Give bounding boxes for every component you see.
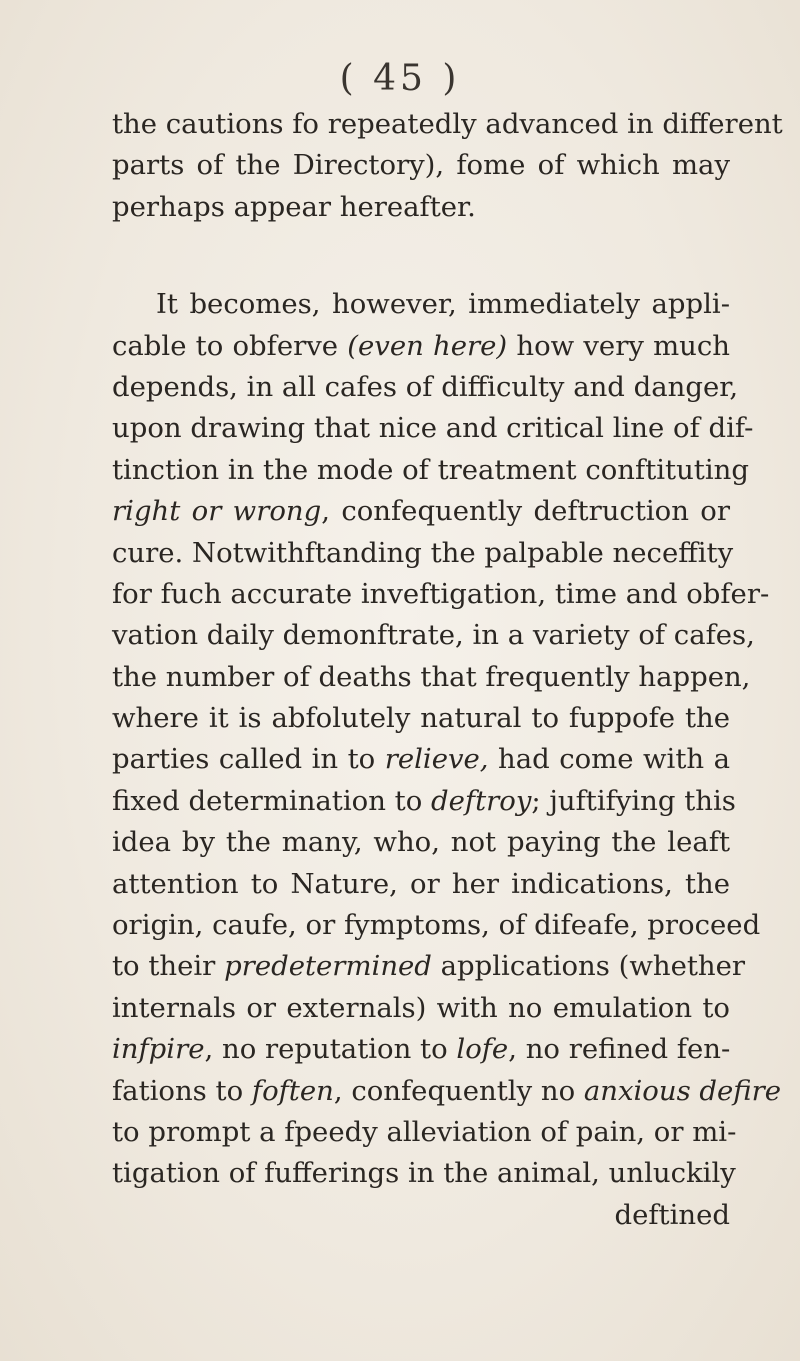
text-line [112,864,730,905]
text-segment: fations to [112,1074,252,1107]
text-line [112,657,751,698]
text-segment: fixed determination to [112,784,432,817]
text-line [112,1029,730,1070]
text-segment: ; juftifying this [531,784,736,817]
paragraph-2 [112,284,782,1195]
text-line [112,781,736,822]
text-segment: had come with a [488,743,730,776]
text-segment: to prompt a fpeedy alleviation of pain, or mi- [112,1115,737,1148]
catchword: deftined [614,1198,730,1231]
text-segment: tigation of fufferings in the animal, unluckily [112,1157,736,1190]
paragraph-gap [112,228,730,284]
text-line: parts of the Directory), fome of which may [112,149,730,182]
page-number: ( 45 ) [339,58,461,99]
text-segment: It becomes, however, immediately appli- [156,288,730,321]
text-segment: cure. Notwithftanding the palpable neceffity [112,536,734,569]
text-segment: idea by the many, who, not paying the leaft [112,826,730,859]
text-line [112,450,749,491]
text-segment: cable to obferve [112,329,348,362]
text-segment: , no refined fen- [508,1033,731,1066]
text-line [112,988,730,1029]
text-segment: parties called in to [112,743,385,776]
text-line [112,698,730,739]
italic-text: deftroy [431,784,532,817]
text-line [112,615,755,656]
italic-text: right or wrong [112,495,322,528]
text-segment: depends, in all cafes of difficulty and danger, [112,370,739,403]
text-line [112,284,730,325]
text-line [112,739,730,780]
italic-text: infpire [112,1033,205,1066]
text-segment: for fuch accurate inveftigation, time and obfer- [112,577,770,610]
text-segment: where it is abfolutely natural to fuppofe the [112,702,730,735]
text-line [112,533,734,574]
italic-text: anxious defire [583,1074,782,1107]
text-segment: internals or externals) with no emulation to [112,991,730,1024]
italic-text: lofe [456,1033,509,1066]
text-segment: , confequently deftruction or [321,495,730,528]
text-line [112,822,730,863]
paragraph-1 [112,104,783,228]
text-segment: origin, caufe, or fymptoms, of difeafe, proceed [112,909,761,942]
text-segment: , no reputation to [204,1033,457,1066]
text-segment: attention to Nature, or her indications, the [112,867,730,900]
text-line [112,946,746,987]
text-line [112,1112,737,1153]
text-line [112,1071,782,1112]
text-segment: tinction in the mode of treatment conftituting [112,453,749,486]
italic-text: foften [251,1074,334,1107]
text-segment: , confequently no [333,1074,584,1107]
text-line [112,367,739,408]
text-line [112,1153,736,1194]
text-line [112,574,770,615]
italic-text: predetermined [224,950,432,983]
text-line [112,491,730,532]
text-segment: upon drawing that nice and critical line of dif- [112,412,754,445]
text-line [112,905,761,946]
text-segment: the number of deaths that frequently happen, [112,660,751,693]
text-line: the cautions fo repeatedly advanced in different [112,108,783,140]
body-text [112,104,783,1236]
text-line [112,408,754,449]
text-segment: how very much [507,329,730,362]
text-segment: to their [112,950,225,983]
text-segment: vation daily demonftrate, in a variety of cafes, [112,619,755,652]
italic-text: (even here) [347,329,508,362]
text-segment: applications (whether [431,950,746,983]
italic-text: relieve, [384,743,489,776]
text-line [112,326,730,367]
text-line: perhaps appear hereafter. [112,190,476,223]
